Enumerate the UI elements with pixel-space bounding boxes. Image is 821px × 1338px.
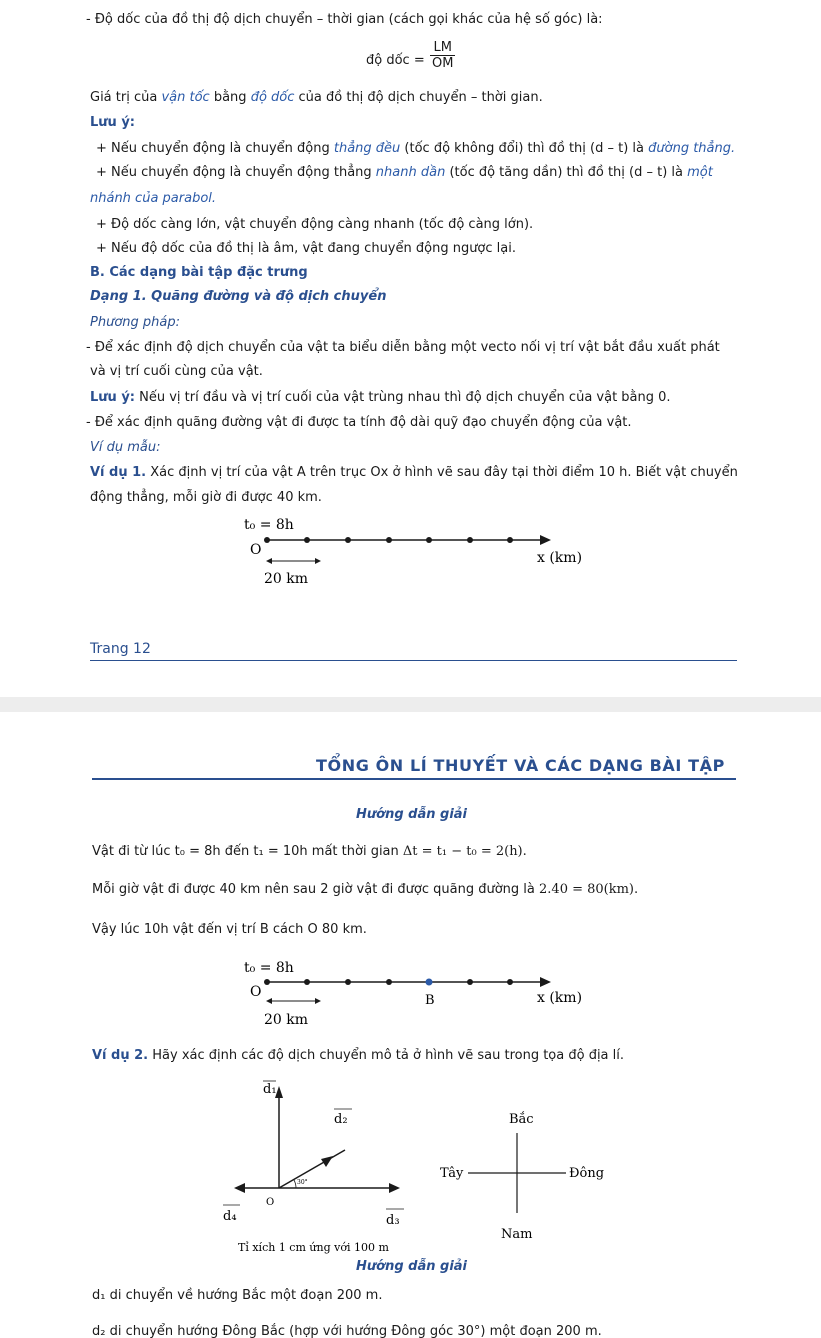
answer-d1: d₁ di chuyển về hướng Bắc một đoạn 200 m.: [92, 1288, 383, 1303]
text: + Nếu chuyển động là chuyển động: [96, 141, 334, 156]
d2-label: d₂: [334, 1112, 348, 1127]
slope-fraction: [430, 40, 455, 71]
origin-label: O: [250, 984, 262, 1000]
solution-line-3: Vậy lúc 10h vật đến vị trí B cách O 80 km.: [92, 922, 367, 937]
arrow-diagonal-icon: [321, 1156, 333, 1167]
highlight-line: đường thẳng.: [648, 141, 736, 156]
tick-dot: [264, 537, 270, 543]
origin-label: O: [250, 542, 262, 558]
tick-dot: [426, 537, 432, 543]
method-1b: và vị trí cuối cùng của vật.: [90, 364, 263, 379]
arrow-left-icon: [266, 998, 272, 1004]
text: bằng: [209, 90, 251, 105]
velocity-definition: [90, 89, 543, 107]
arrow-left-icon: [234, 1183, 245, 1193]
text: Mỗi giờ vật đi được 40 km nên sau 2 giờ vật đi được quãng đường là: [92, 882, 540, 897]
arrow-right-icon: [315, 558, 321, 564]
text: Nếu vị trí đầu và vị trí cuối của vật trùng nhau thì độ dịch chuyển của vật bằng 0.: [135, 390, 671, 405]
arrow-head-icon: [540, 535, 551, 545]
tick-dot: [467, 537, 473, 543]
example-2-label: Ví dụ 2.: [92, 1048, 149, 1063]
south-label: Nam: [501, 1227, 533, 1242]
method-1a: - Để xác định độ dịch chuyển của vật ta biểu diễn bằng một vecto nối vị trí vật bắt đầu xuất phát: [86, 340, 720, 355]
note-accelerating: [96, 164, 713, 182]
method-label: Phương pháp:: [90, 315, 180, 330]
x-axis-label: x (km): [537, 990, 583, 1006]
axis-diagram-2: [230, 955, 610, 1033]
page-13: [0, 712, 821, 1338]
example-label: Ví dụ mẫu:: [90, 440, 161, 455]
note-uniform: [96, 140, 735, 158]
example-1-label: Ví dụ 1.: [90, 465, 147, 480]
tick-dot: [507, 979, 513, 985]
text: + Nếu chuyển động là chuyển động thẳng: [96, 165, 376, 180]
scale-label: 20 km: [264, 1012, 309, 1028]
tick-dot: [304, 979, 310, 985]
vector-diagram: [210, 1066, 640, 1254]
method-3: - Để xác định quãng đường vật đi được ta tính độ dài quỹ đạo chuyển động của vật.: [86, 415, 632, 430]
tick-dot: [345, 537, 351, 543]
d1-label: d₁: [263, 1082, 277, 1097]
note-steeper: + Độ dốc càng lớn, vật chuyển động càng nhanh (tốc độ càng lớn).: [96, 217, 534, 232]
point-b-label: B: [425, 993, 435, 1008]
arrow-left-icon: [266, 558, 272, 564]
tick-dot: [467, 979, 473, 985]
arrow-head-icon: [540, 977, 551, 987]
scale-caption: Tỉ xích 1 cm ứng với 100 m: [238, 1241, 389, 1254]
slope-intro: - Độ dốc của đồ thị độ dịch chuyển – thời gian (cách gọi khác của hệ số góc) là:: [86, 12, 603, 27]
tick-dot: [386, 537, 392, 543]
example-1-line1: [90, 464, 738, 482]
highlight-velocity: vận tốc: [161, 90, 210, 105]
x-axis-label: x (km): [537, 550, 583, 566]
arrow-right-icon: [315, 998, 321, 1004]
time-formula: Δt = t₁ − t₀ = 2(h).: [402, 844, 527, 859]
dang1-heading: Dạng 1. Quãng đường và độ dịch chuyển: [90, 289, 387, 304]
text: Xác định vị trí của vật A trên trục Ox ở hình vẽ sau đây tại thời điểm 10 h. Biết vật chuyển: [146, 465, 738, 480]
page-title: TỔNG ÔN LÍ THUYẾT VÀ CÁC DẠNG BÀI TẬP: [316, 756, 725, 775]
section-b-heading: B. Các dạng bài tập đặc trưng: [90, 265, 308, 280]
tick-dot: [264, 979, 270, 985]
t0-label: t₀ = 8h: [244, 517, 294, 533]
slope-numerator: LM: [433, 40, 452, 55]
slope-lhs: độ dốc =: [366, 53, 425, 68]
arrow-right-icon: [389, 1183, 400, 1193]
highlight-parabola-b: nhánh của parabol.: [90, 191, 217, 206]
axis-diagram-1: [230, 510, 610, 592]
highlight-parabola-a: một: [687, 165, 713, 180]
note-negative: + Nếu độ dốc của đồ thị là âm, vật đang chuyển động ngược lại.: [96, 241, 516, 256]
angle-arc: [294, 1180, 296, 1188]
vector-d2: [279, 1150, 345, 1188]
note-label: Lưu ý:: [90, 390, 135, 405]
slope-denominator: OM: [432, 56, 454, 71]
west-label: Tây: [440, 1166, 464, 1181]
text: Giá trị của: [90, 90, 162, 105]
highlight-slope: độ dốc: [250, 90, 295, 105]
tick-dot: [507, 537, 513, 543]
d4-label: d₄: [223, 1209, 237, 1224]
distance-formula: 2.40 = 80(km).: [539, 882, 639, 897]
tick-dot: [386, 979, 392, 985]
tick-dot: [304, 537, 310, 543]
page-footer: Trang 12: [90, 641, 151, 657]
footer-rule: [90, 660, 737, 661]
solution-line-2: [92, 881, 638, 899]
origin-label: O: [266, 1197, 275, 1208]
text: Vật đi từ lúc t₀ = 8h đến t₁ = 10h mất thời gian: [92, 844, 403, 859]
example-2: [92, 1047, 624, 1065]
header-rule: [92, 778, 736, 780]
scale-label: 20 km: [264, 571, 309, 587]
solution-line-1: [92, 843, 527, 861]
example-1-line2: động thẳng, mỗi giờ đi được 40 km.: [90, 490, 322, 505]
highlight-accelerating: nhanh dần: [375, 165, 446, 180]
point-b-dot: [426, 979, 433, 986]
t0-label: t₀ = 8h: [244, 960, 294, 976]
tick-dot: [345, 979, 351, 985]
east-label: Đông: [569, 1166, 605, 1181]
angle-label: 30°: [297, 1179, 308, 1186]
guide-heading-2: Hướng dẫn giải: [356, 1259, 468, 1274]
method-note: [90, 389, 671, 407]
guide-heading-1: Hướng dẫn giải: [356, 807, 468, 822]
d3-label: d₃: [386, 1213, 400, 1228]
answer-d2: d₂ di chuyển hướng Đông Bắc (hợp với hướng Đông góc 30°) một đoạn 200 m.: [92, 1324, 602, 1338]
text: (tốc độ tăng dần) thì đồ thị (d – t) là: [445, 165, 688, 180]
highlight-uniform: thẳng đều: [333, 141, 401, 156]
north-label: Bắc: [509, 1112, 534, 1127]
text: Hãy xác định các độ dịch chuyển mô tả ở hình vẽ sau trong tọa độ địa lí.: [148, 1048, 625, 1063]
text: của đồ thị độ dịch chuyển – thời gian.: [294, 90, 543, 105]
text: (tốc độ không đổi) thì đồ thị (d – t) là: [400, 141, 649, 156]
note-title: Lưu ý:: [90, 115, 135, 130]
